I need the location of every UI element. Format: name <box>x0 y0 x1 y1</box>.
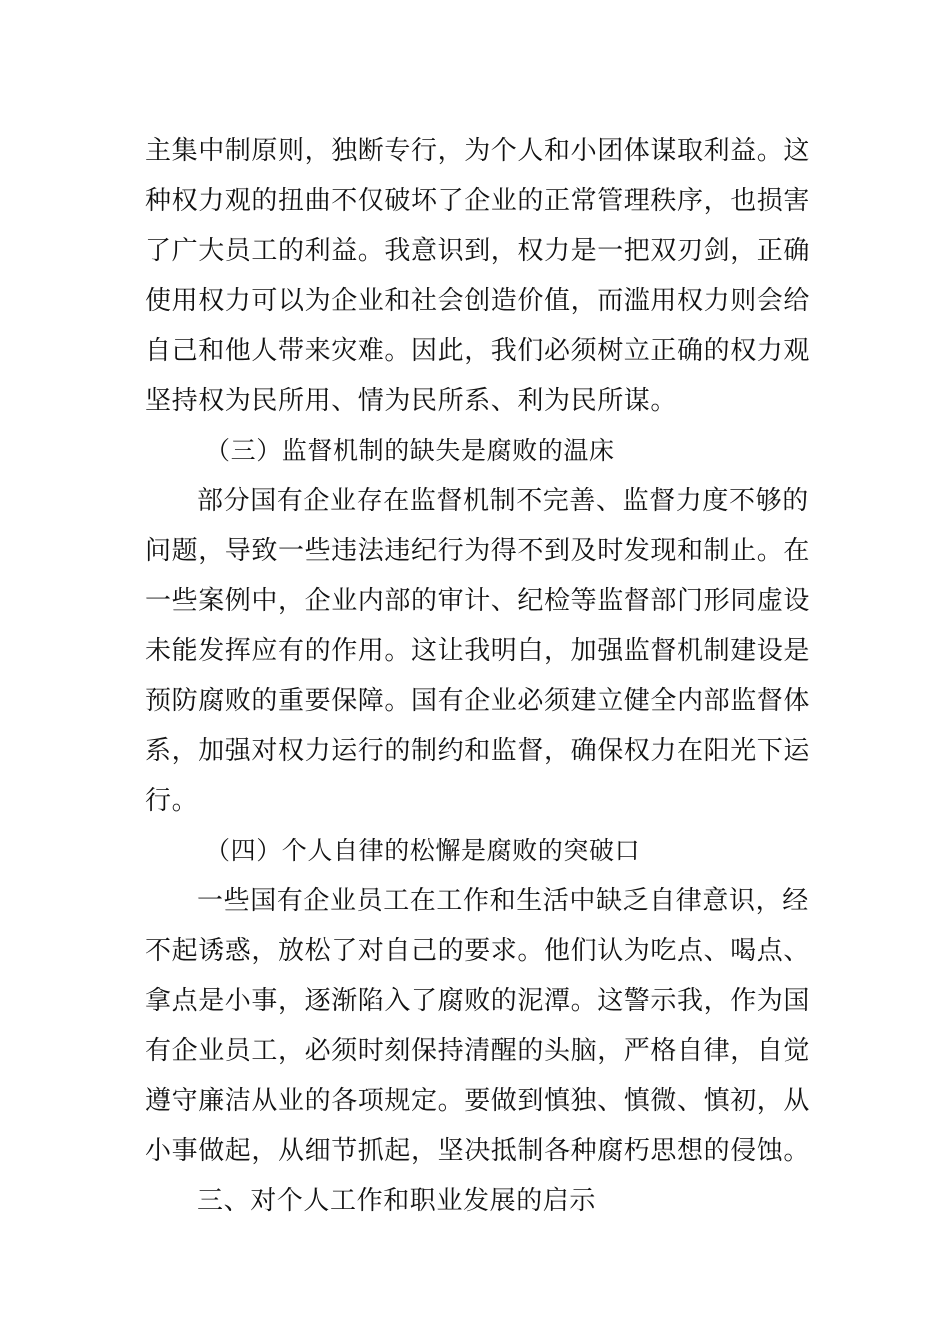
paragraph-line: 拿点是小事，逐渐陷入了腐败的泥潭。这警示我，作为国 <box>145 986 811 1016</box>
paragraph-line: 主集中制原则，独断专行，为个人和小团体谋取利益。这 <box>145 136 811 166</box>
paragraph-line: 有企业员工，必须时刻保持清醒的头脑，严格自律，自觉 <box>145 1036 811 1066</box>
paragraph-line: 使用权力可以为企业和社会创造价值，而滥用权力则会给 <box>145 286 811 316</box>
chapter-heading-3: 三、对个人工作和职业发展的启示 <box>197 1186 597 1216</box>
paragraph-line: 预防腐败的重要保障。国有企业必须建立健全内部监督体 <box>145 686 811 716</box>
section-heading-3: （三）监督机制的缺失是腐败的温床 <box>205 436 615 465</box>
paragraph-line: 了广大员工的利益。我意识到，权力是一把双刃剑，正确 <box>145 236 811 266</box>
paragraph-line: 不起诱惑，放松了对自己的要求。他们认为吃点、喝点、 <box>145 936 811 966</box>
paragraph-line: 坚持权为民所用、情为民所系、利为民所谋。 <box>145 386 678 416</box>
section-heading-4: （四）个人自律的松懈是腐败的突破口 <box>205 836 641 865</box>
paragraph-line: 部分国有企业存在监督机制不完善、监督力度不够的 <box>197 486 809 516</box>
paragraph-line: 一些案例中，企业内部的审计、纪检等监督部门形同虚设 <box>145 586 811 616</box>
paragraph-line: 问题，导致一些违法违纪行为得不到及时发现和制止。在 <box>145 536 811 566</box>
paragraph-line: 行。 <box>145 786 199 816</box>
paragraph-line: 系，加强对权力运行的制约和监督，确保权力在阳光下运 <box>145 736 811 766</box>
paragraph-line: 小事做起，从细节抓起，坚决抵制各种腐朽思想的侵蚀。 <box>145 1136 811 1166</box>
paragraph-line: 一些国有企业员工在工作和生活中缺乏自律意识，经 <box>197 886 809 916</box>
paragraph-line: 种权力观的扭曲不仅破坏了企业的正常管理秩序，也损害 <box>145 186 811 216</box>
body-text <box>145 126 811 1226</box>
paragraph-line: 未能发挥应有的作用。这让我明白，加强监督机制建设是 <box>145 636 811 666</box>
paragraph-line: 遵守廉洁从业的各项规定。要做到慎独、慎微、慎初，从 <box>145 1086 811 1116</box>
paragraph-line: 自己和他人带来灾难。因此，我们必须树立正确的权力观 <box>145 336 811 366</box>
